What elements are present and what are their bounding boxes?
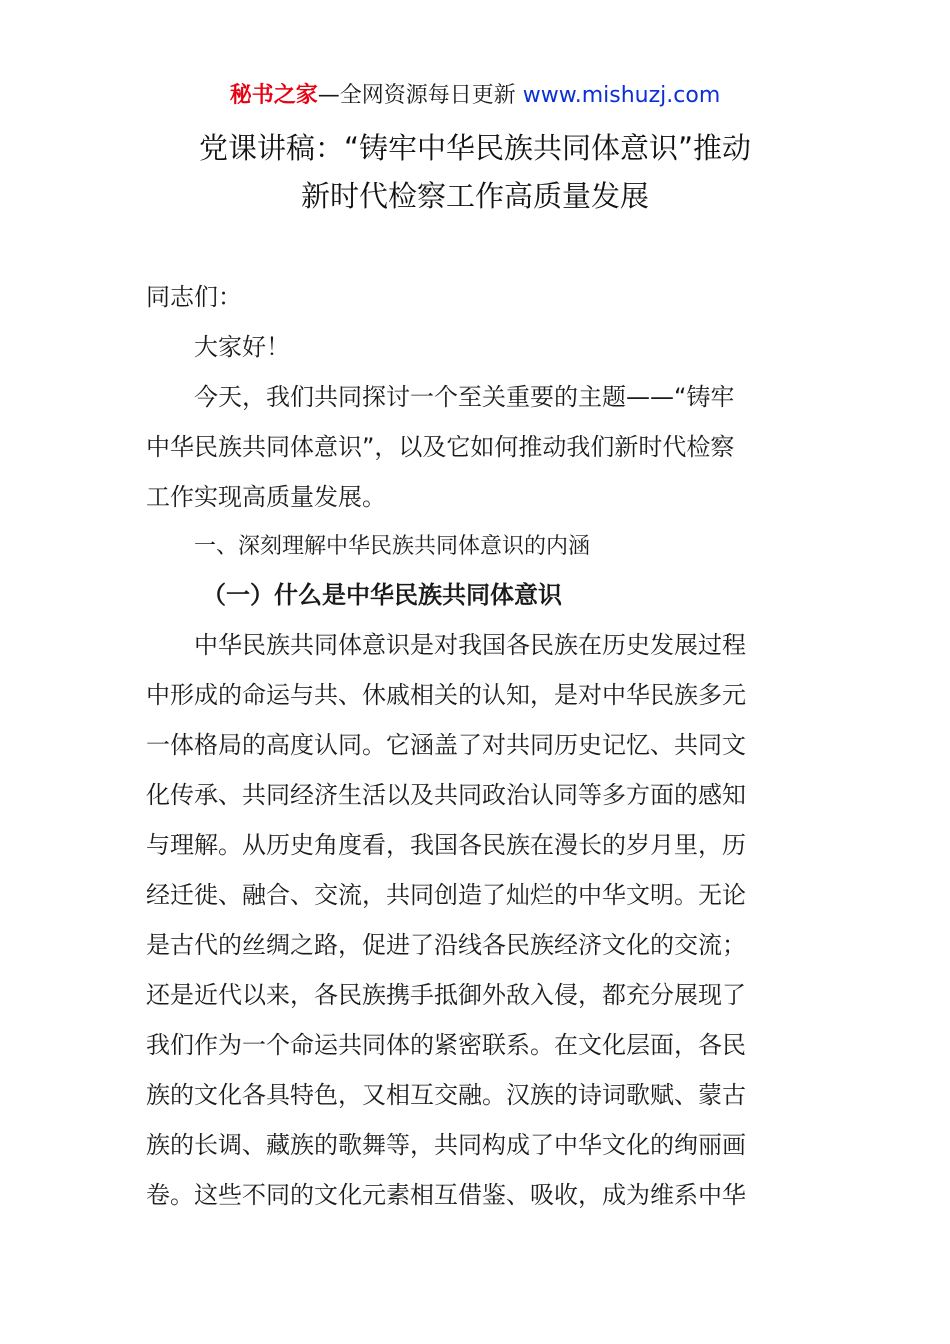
greeting: [146, 322, 806, 372]
paragraph-line: 我们作为一个命运共同体的紧密联系。在文化层面，各民: [146, 1031, 746, 1059]
salutation-text: 同志们：: [146, 283, 242, 311]
paragraph-line: 族的文化各具特色，又相互交融。汉族的诗词歌赋、蒙古: [146, 1081, 746, 1109]
body-paragraph: [146, 620, 806, 1220]
paragraph-line: 族的长调、藏族的歌舞等，共同构成了中华文化的绚丽画: [146, 1131, 746, 1159]
paragraph-line: 工作实现高质量发展。: [146, 483, 386, 511]
subsection-heading: [146, 570, 806, 620]
paragraph-line: 今天，我们共同探讨一个至关重要的主题——“铸牢: [194, 383, 735, 411]
document-title-line-1: 党课讲稿：“铸牢中华民族共同体意识”推动: [198, 131, 752, 165]
paragraph-line: 中华民族共同体意识是对我国各民族在历史发展过程: [194, 631, 746, 659]
document-title-line-2: 新时代检察工作高质量发展: [300, 179, 649, 213]
paragraph-line: 化传承、共同经济生活以及共同政治认同等多方面的感知: [146, 781, 746, 809]
intro-paragraph: [146, 372, 806, 522]
banner-brand: 秘书之家: [229, 83, 318, 108]
paragraph-line: 卷。这些不同的文化元素相互借鉴、吸收，成为维系中华: [146, 1181, 746, 1209]
subsection-heading-text: （一）什么是中华民族共同体意识: [202, 581, 562, 609]
paragraph-line: 与理解。从历史角度看，我国各民族在漫长的岁月里，历: [146, 831, 746, 859]
site-banner: [0, 80, 950, 112]
paragraph-line: 中华民族共同体意识”，以及它如何推动我们新时代检察: [146, 433, 735, 461]
greeting-text: 大家好！: [194, 333, 290, 361]
paragraph-line: 一体格局的高度认同。它涵盖了对共同历史记忆、共同文: [146, 731, 746, 759]
paragraph-line: 中形成的命运与共、休戚相关的认知，是对中华民族多元: [146, 681, 746, 709]
paragraph-line: 经迁徙、融合、交流，共同创造了灿烂的中华文明。无论: [146, 881, 746, 909]
section-heading: [146, 522, 806, 572]
paragraph-line: 还是近代以来，各民族携手抵御外敌入侵，都充分展现了: [146, 981, 746, 1009]
banner-url-link[interactable]: www.mishuzj.com: [522, 83, 721, 108]
banner-tagline: —全网资源每日更新: [317, 83, 516, 108]
paragraph-line: 是古代的丝绸之路，促进了沿线各民族经济文化的交流；: [146, 931, 746, 959]
section-heading-text: 一、深刻理解中华民族共同体意识的内涵: [194, 534, 591, 559]
salutation: [146, 272, 806, 322]
